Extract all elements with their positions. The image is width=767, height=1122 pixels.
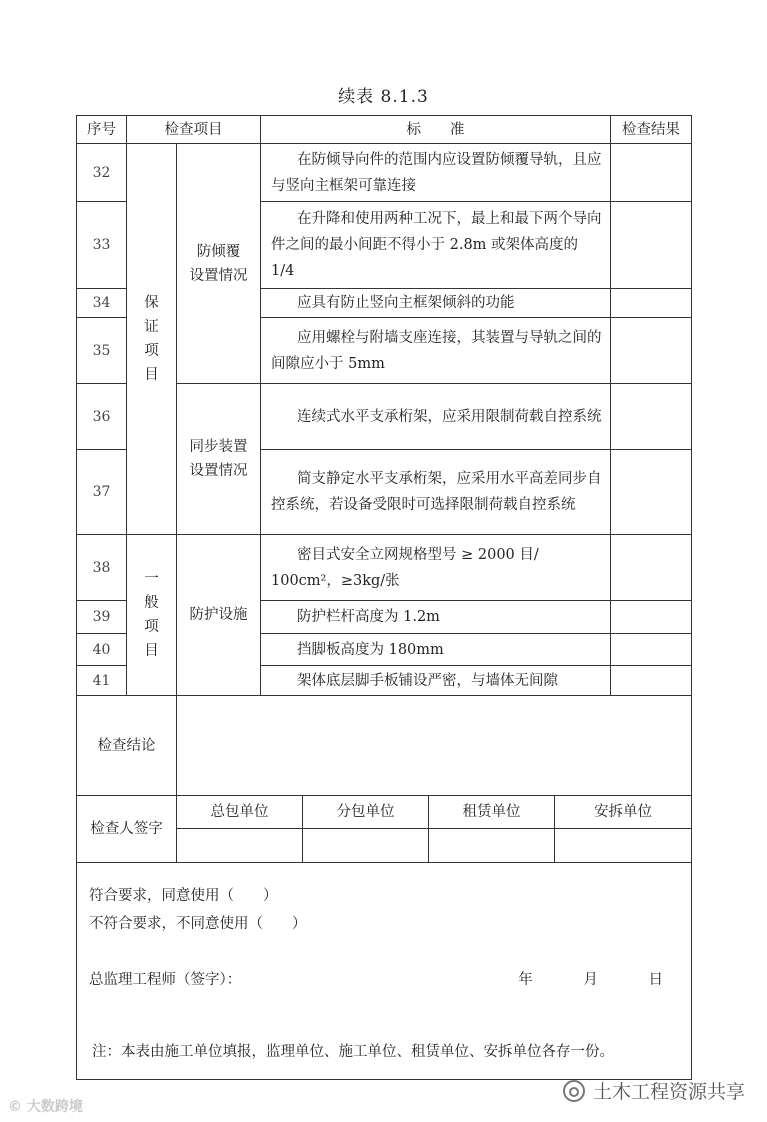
row-number: 36 bbox=[77, 384, 127, 450]
footnote: 注：本表由施工单位填报，监理单位、施工单位、租赁单位、安拆单位各存一份。 bbox=[92, 1044, 614, 1060]
row-number: 33 bbox=[77, 202, 127, 289]
sign-subcontractor[interactable] bbox=[303, 829, 429, 862]
year-label: 年 bbox=[518, 972, 533, 988]
table-title: 续表 8.1.3 bbox=[338, 87, 429, 107]
unit-installation: 安拆单位 bbox=[594, 804, 652, 820]
standard-text: 挡脚板高度为 180mm bbox=[261, 634, 611, 666]
watermark-right: 土木工程资源共享 bbox=[563, 1077, 745, 1104]
category-guarantee: 保 证 项 目 bbox=[127, 144, 177, 535]
standard-text: 连续式水平支承桁架，应采用限制荷载自控系统 bbox=[261, 384, 611, 450]
unit-signature-table bbox=[177, 829, 691, 862]
month-label: 月 bbox=[583, 972, 598, 988]
header-seq: 序号 bbox=[77, 116, 127, 144]
group-sync: 同步装置 设置情况 bbox=[177, 384, 261, 535]
row-number: 39 bbox=[77, 601, 127, 634]
unit-general-contractor: 总包单位 bbox=[177, 796, 303, 828]
sign-general-contractor[interactable] bbox=[177, 829, 303, 862]
unit-subcontractor: 分包单位 bbox=[303, 796, 429, 828]
sign-leasing[interactable] bbox=[429, 829, 555, 862]
unit-header-cell bbox=[177, 796, 692, 829]
header-standard: 标 准 bbox=[261, 116, 611, 144]
sign-installation[interactable] bbox=[555, 829, 692, 862]
result-cell[interactable] bbox=[611, 202, 692, 289]
wechat-icon bbox=[563, 1080, 585, 1102]
result-cell[interactable] bbox=[611, 289, 692, 318]
header-result: 检查结果 bbox=[611, 116, 692, 144]
inspection-table bbox=[76, 115, 692, 1080]
result-cell[interactable] bbox=[611, 634, 692, 666]
row-number: 40 bbox=[77, 634, 127, 666]
result-cell[interactable] bbox=[611, 144, 692, 202]
row-number: 35 bbox=[77, 318, 127, 384]
standard-text: 架体底层脚手板铺设严密，与墙体无间隙 bbox=[261, 666, 611, 696]
standard-text: 密目式安全立网规格型号 ≥ 2000 目/ 100cm²，≥3kg/张 bbox=[261, 535, 611, 601]
standard-text: 简支静定水平支承桁架，应采用水平高差同步自控系统，若设备受限时可选择限制荷载自控系统 bbox=[261, 450, 611, 535]
row-number: 32 bbox=[77, 144, 127, 202]
agree-option[interactable]: 符合要求，同意使用（ ） bbox=[89, 888, 278, 904]
table-row bbox=[77, 535, 692, 601]
category-general: 一 般 项 目 bbox=[127, 535, 177, 696]
row-number: 37 bbox=[77, 450, 127, 535]
group-protection: 防护设施 bbox=[177, 535, 261, 696]
result-cell[interactable] bbox=[611, 384, 692, 450]
result-cell[interactable] bbox=[611, 666, 692, 696]
result-cell[interactable] bbox=[611, 450, 692, 535]
row-number: 41 bbox=[77, 666, 127, 696]
inspector-label: 检查人签字 bbox=[77, 796, 177, 863]
group-anti-overturn: 防倾覆 设置情况 bbox=[177, 144, 261, 384]
unit-leasing: 租赁单位 bbox=[429, 796, 555, 828]
standard-text: 在升降和使用两种工况下，最上和最下两个导向件之间的最小间距不得小于 2.8m 或架体高度的 1/4 bbox=[261, 202, 611, 289]
unit-header-table bbox=[177, 796, 691, 828]
header-item: 检查项目 bbox=[127, 116, 261, 144]
watermark-left: © 大数跨境 bbox=[8, 1099, 83, 1115]
result-cell[interactable] bbox=[611, 535, 692, 601]
supervisor-signature-label: 总监理工程师（签字）： bbox=[89, 972, 242, 988]
row-number: 38 bbox=[77, 535, 127, 601]
table-row bbox=[77, 144, 692, 202]
result-cell[interactable] bbox=[611, 318, 692, 384]
row-number: 34 bbox=[77, 289, 127, 318]
disagree-option[interactable]: 不符合要求，不同意使用（ ） bbox=[89, 916, 307, 932]
date-field[interactable] bbox=[472, 967, 663, 993]
conclusion-label: 检查结论 bbox=[77, 696, 177, 796]
result-cell[interactable] bbox=[611, 601, 692, 634]
standard-text: 在防倾导向件的范围内应设置防倾覆导轨，且应与竖向主框架可靠连接 bbox=[261, 144, 611, 202]
day-label: 日 bbox=[648, 972, 663, 988]
standard-text: 应用螺栓与附墙支座连接，其装置与导轨之间的间隙应小于 5mm bbox=[261, 318, 611, 384]
unit-signature-cell bbox=[177, 829, 692, 863]
standard-text: 应具有防止竖向主框架倾斜的功能 bbox=[261, 289, 611, 318]
standard-text: 防护栏杆高度为 1.2m bbox=[261, 601, 611, 634]
conclusion-field[interactable] bbox=[177, 696, 692, 796]
